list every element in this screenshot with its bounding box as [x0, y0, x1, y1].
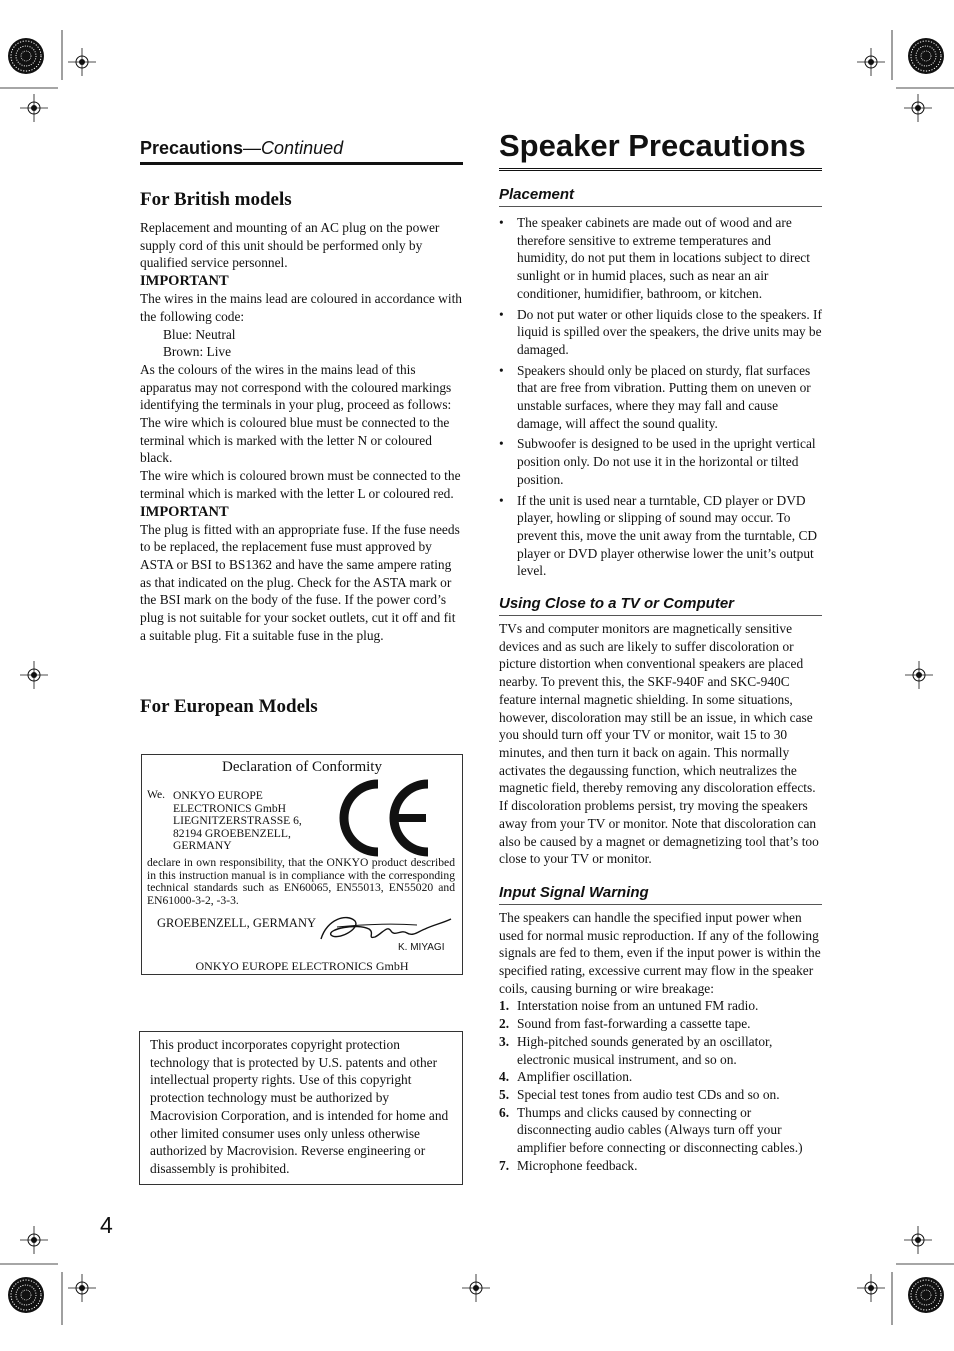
tv-paragraph: TVs and computer monitors are magnetically sensitive devices and as such are likely to suffer discoloration or picture distortion when conventional speakers are placed nearby. To prevent this, the SKF-940F and SKC-940C feature internal magnetic shielding. In some situations, however, discoloration may still be an issue, in which case you should turn off your TV or monitor, wait 15 to 30 minutes, and then turn it back on again. This normally activates the degaussing function, which neutralizes the magnetic field, thereby removing any discoloration effects. If discoloration problems persist, try moving the speakers away from your TV or monitor. Note that discoloration can also be caused by a magnet or demagnetizing tool that’s too close to your TV or monitor.	[499, 621, 819, 867]
page-number: 4	[100, 1212, 113, 1238]
list-item-text: Interstation noise from an untuned FM radio.	[517, 998, 759, 1014]
list-item	[499, 306, 822, 359]
item-number: 3.	[499, 1033, 510, 1049]
bullet: •	[499, 436, 504, 452]
list-item-text: Amplifier oscillation.	[517, 1069, 633, 1085]
input-heading: Input Signal Warning	[499, 884, 822, 905]
list-item	[499, 1033, 822, 1068]
list-item-text: Do not put water or other liquids close to the speakers. If liquid is spilled over the speakers, the drive units may be damaged.	[517, 306, 822, 357]
declaration-title: Declaration of Conformity	[222, 759, 382, 775]
list-item	[499, 997, 822, 1015]
address-line: LIEGNITZERSTRASSE 6,	[173, 814, 302, 827]
running-head	[140, 138, 463, 165]
input-intro: The speakers can handle the specified input power when used for normal music reproduction. If any of the following signals are fed to them, even if the input power is within the specified rating, excessive current may flow in the speaker coils, causing burning or wire breakage:	[499, 909, 821, 996]
declaration-statement: declare in own responsibility, that the ONKYO product described in this instruction manual is in compliance with the corresponding technical standards such as EN60065, EN55013, EN55020 and EN61000-3-2, -3-3.	[147, 856, 455, 907]
right-column	[499, 128, 822, 1174]
list-item-text: High-pitched sounds generated by an oscillator, electronic musical instrument, and so on.	[517, 1033, 773, 1067]
wire-brown-paragraph: The wire which is coloured brown must be connected to the terminal which is marked with the letter L or coloured red.	[140, 468, 461, 501]
european-heading: For European Models	[140, 696, 318, 717]
declaration-company: ONKYO EUROPE ELECTRONICS GmbH	[195, 959, 409, 973]
address-line: GERMANY	[173, 839, 232, 852]
tv-heading: Using Close to a TV or Computer	[499, 595, 822, 616]
list-item-text: Thumps and clicks caused by connecting or disconnecting audio cables (Always turn off your amplifier before connecting or disconnecting cables.)	[517, 1104, 803, 1156]
page-title: Speaker Precautions	[499, 128, 822, 171]
british-heading: For British models	[140, 189, 292, 210]
copyright-text: This product incorporates copyright protection technology that is protected by U.S. patents and other intellectual property rights. Use of this copyright protection technology must be authorized by Macrovision Corporation, and is intended for home and other limited consumer uses only unless otherwise authorized by Macrovision. Reverse engineering or disassembly is prohibited.	[150, 1037, 449, 1176]
ce-mark-icon	[332, 779, 437, 857]
bullet: •	[499, 492, 504, 508]
declaration-box	[141, 754, 463, 975]
item-number: 5.	[499, 1086, 510, 1102]
important-label-2: IMPORTANT	[140, 503, 229, 520]
wire-blue: Blue: Neutral	[163, 326, 236, 342]
declaration-address	[173, 790, 323, 853]
list-item	[499, 362, 822, 433]
list-item-text: Special test tones from audio test CDs and so on.	[517, 1086, 780, 1102]
item-number: 6.	[499, 1104, 510, 1120]
list-item	[499, 214, 822, 303]
placement-list	[499, 214, 822, 580]
list-item-text: Subwoofer is designed to be used in the upright vertical position only. Do not use it in the horizontal or tilted position.	[517, 436, 816, 487]
left-column	[140, 138, 463, 644]
bullet: •	[499, 215, 504, 230]
wire-brown: Brown: Live	[163, 344, 232, 360]
wire-colours-paragraph: As the colours of the wires in the mains lead of this apparatus may not correspond with the coloured markings identifying the terminals in your plug, proceed as follows:	[140, 361, 452, 413]
address-line: ONKYO EUROPE	[173, 789, 263, 802]
list-item	[499, 1104, 822, 1157]
list-item	[499, 1015, 822, 1033]
item-number: 7.	[499, 1157, 510, 1173]
british-intro: Replacement and mounting of an AC plug on the power supply cord of this unit should be performed only by qualified service personnel.	[140, 220, 440, 271]
list-item-text: Microphone feedback.	[517, 1157, 638, 1173]
list-item-text: Sound from fast-forwarding a cassette tape.	[517, 1016, 751, 1032]
fuse-paragraph: The plug is fitted with an appropriate fuse. If the fuse needs to be replaced, the replacement fuse must approved by ASTA or BSI to BS1362 and have the same ampere rating as that indicated on the plug. Check for the ASTA mark or the BSI mark on the body of the fuse. If the power cord’s plug is not suitable for your socket outlets, cut it off and fit a suitable plug. Fit a suitable fuse in the plug.	[140, 521, 460, 643]
list-item	[499, 435, 822, 488]
running-head-continued: —Continued	[243, 138, 344, 158]
list-item-text: The speaker cabinets are made out of wood and are therefore sensitive to extreme temperatures and humidity, do not put them in locations subject to direct sunlight or in humid places, such as near an air conditioner, humidifier, bathroom, or kitchen.	[517, 215, 810, 301]
running-head-main: Precautions	[140, 138, 244, 158]
placement-heading: Placement	[499, 186, 822, 207]
bullet: •	[499, 306, 504, 322]
item-number: 4.	[499, 1069, 510, 1085]
signer-name: K. MIYAGI	[398, 942, 445, 953]
wire-blue-paragraph: The wire which is coloured blue must be connected to the terminal which is marked with the letter N or coloured black.	[140, 415, 450, 466]
declaration-place: GROEBENZELL, GERMANY	[157, 916, 317, 930]
list-item-text: If the unit is used near a turntable, CD player or DVD player, howling or slipping of sound may occur. To prevent this, move the unit away from the turntable, CD player or DVD player otherwise lower the unit’s output level.	[517, 492, 818, 579]
input-list	[499, 997, 822, 1174]
list-item	[499, 1086, 822, 1104]
wires-intro: The wires in the mains lead are coloured in accordance with the following code:	[140, 291, 462, 324]
list-item-text: Speakers should only be placed on sturdy, flat surfaces that are free from vibration. Putting them on uneven or unstable surfaces, where they may fall and cause damage, will affect the sound quality.	[517, 362, 811, 431]
copyright-box	[139, 1031, 463, 1185]
signature-icon	[317, 909, 457, 945]
list-item	[499, 492, 822, 581]
list-item	[499, 1157, 822, 1175]
item-number: 2.	[499, 1016, 510, 1032]
address-line: ELECTRONICS GmbH	[173, 801, 287, 815]
bullet: •	[499, 362, 504, 378]
list-item	[499, 1068, 822, 1086]
declaration-we: We.	[147, 788, 166, 801]
address-line: 82194 GROEBENZELL,	[173, 826, 291, 840]
british-section	[140, 219, 463, 644]
important-label-1: IMPORTANT	[140, 273, 229, 290]
item-number: 1.	[499, 998, 510, 1014]
